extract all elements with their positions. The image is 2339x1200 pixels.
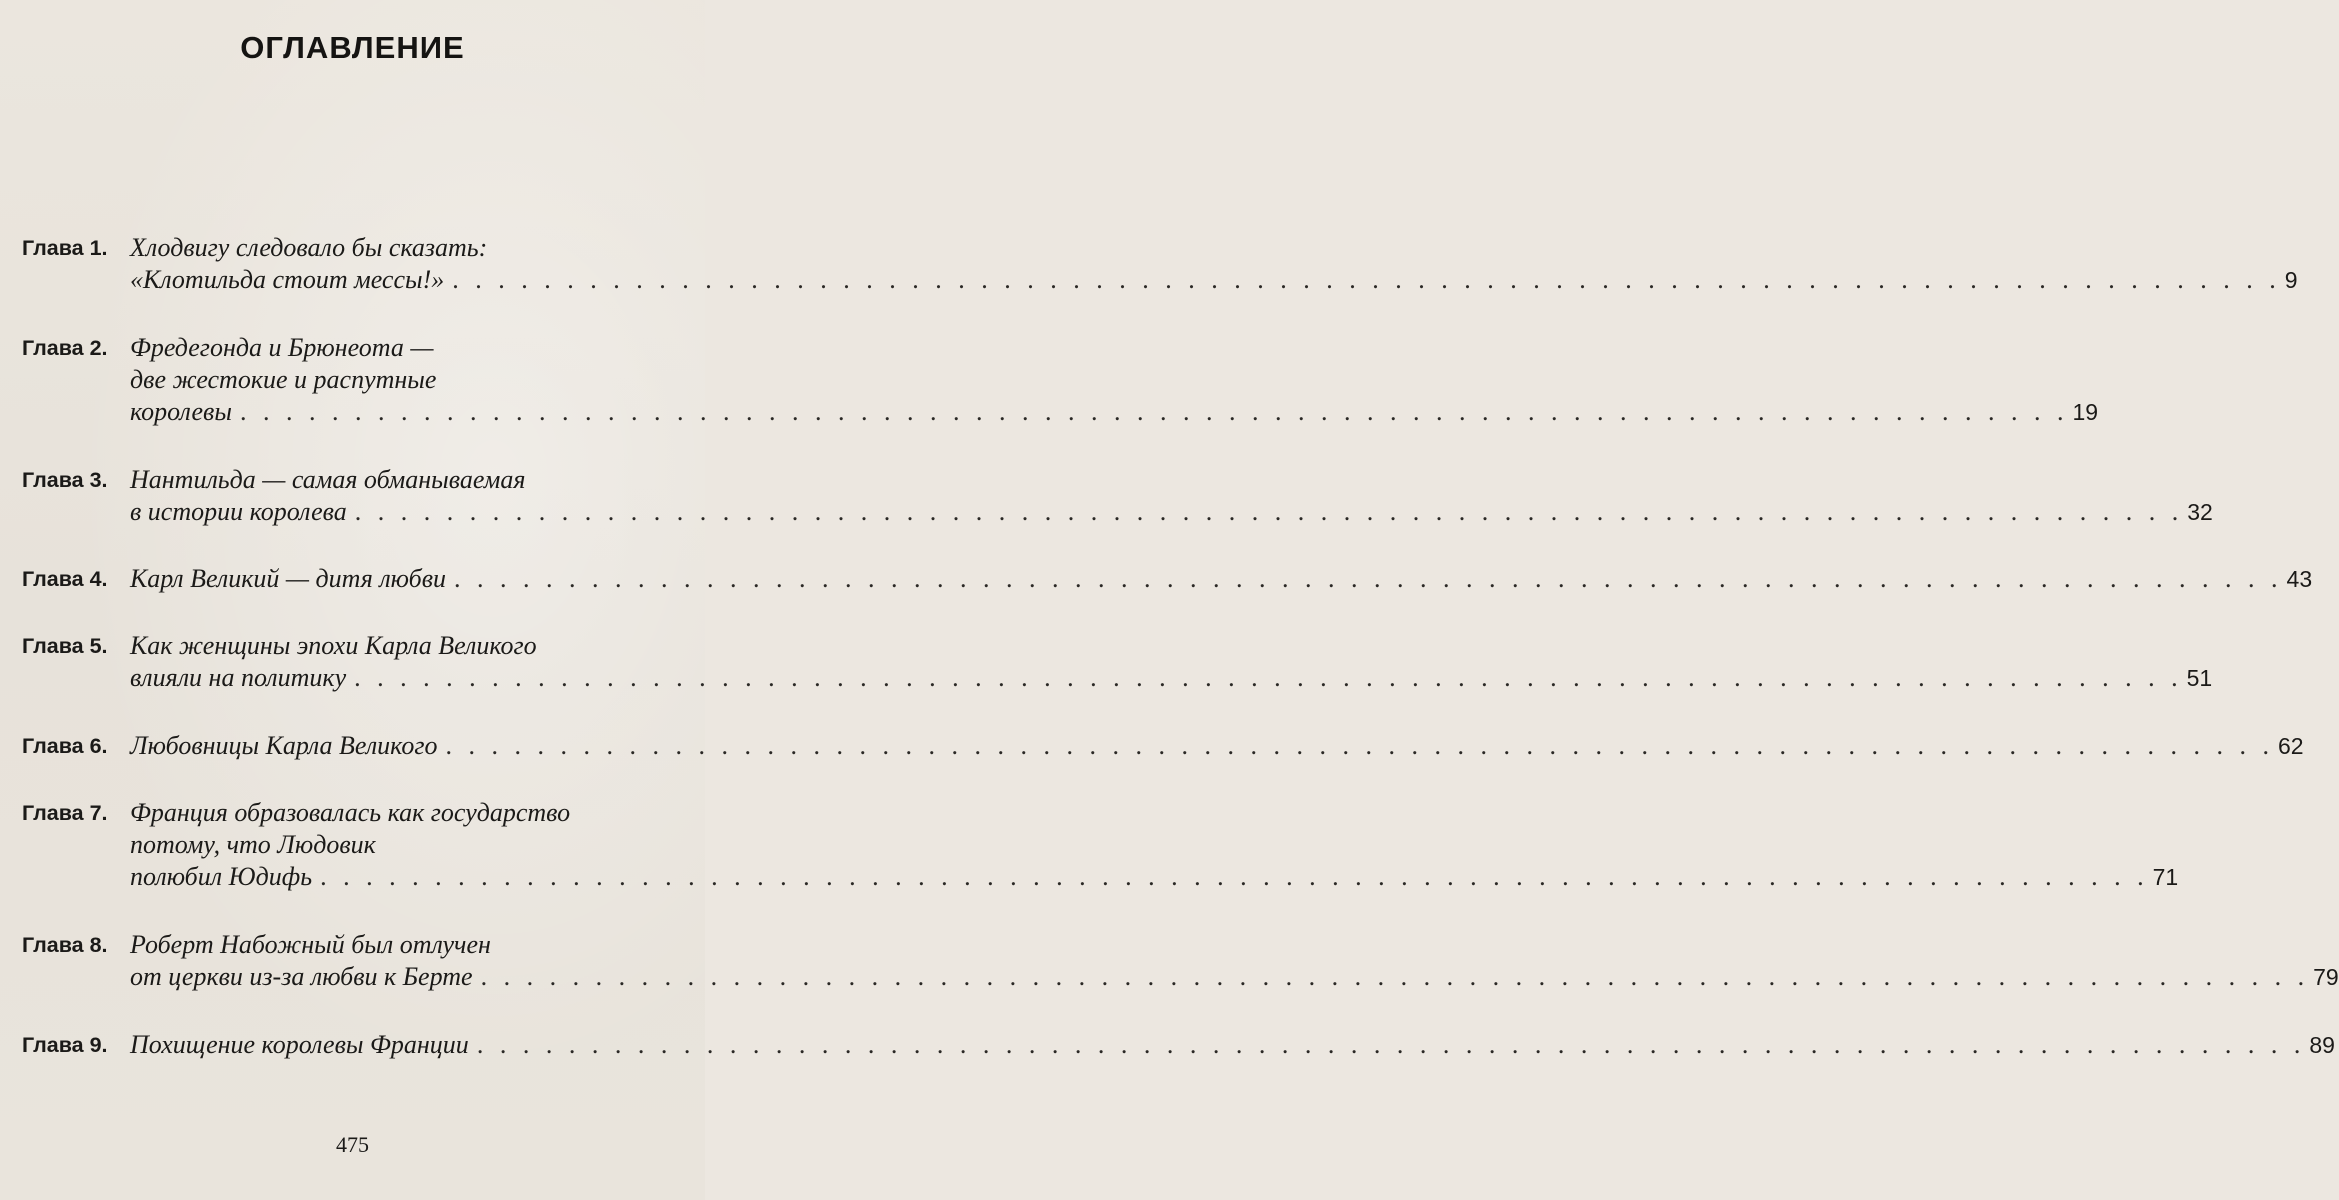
chapter-title [130, 797, 2178, 893]
chapter-title-last-line [130, 961, 2339, 993]
chapter-title-line: Фредегонда и Брюнеота — [130, 333, 434, 362]
chapter-label: Глава 5. [22, 634, 108, 658]
chapter-title-line: полюбил Юдифь [130, 862, 313, 891]
chapter-title-line: «Клотильда стоит мессы!» [130, 265, 445, 294]
dot-leader [355, 496, 2184, 528]
chapter-page-number: 62 [2277, 733, 2304, 759]
chapter-title [130, 563, 2312, 595]
chapter-page-number: 71 [2152, 864, 2179, 890]
chapter-label: Глава 4. [22, 567, 108, 591]
dot-leader [454, 563, 2283, 595]
chapter-title-line: потому, что Людовик [130, 830, 376, 859]
dot-leader [445, 730, 2274, 762]
toc-entry [22, 630, 2213, 694]
chapter-title-last-line [130, 563, 2312, 595]
chapter-page-number: 43 [2286, 566, 2313, 592]
chapter-title-last-line [130, 496, 2213, 528]
chapter-label: Глава 9. [22, 1033, 108, 1057]
chapter-title [130, 630, 2212, 694]
chapter-title-last-line [130, 396, 2098, 428]
chapter-title-line: Нантильда — самая обманываемая [130, 465, 526, 494]
chapter-title-line: две жестокие и распутные [130, 365, 437, 394]
toc-entry [22, 332, 2099, 428]
chapter-label: Глава 1. [22, 236, 108, 260]
dot-leader [354, 662, 2183, 694]
chapter-title-last-line [130, 1029, 2335, 1061]
chapter-title-line: Как женщины эпохи Карла Великого [130, 631, 537, 660]
chapter-title-line: Карл Великий — дитя любви [130, 564, 447, 593]
chapter-title-line: влияли на политику [130, 663, 347, 692]
toc-entry [22, 1029, 2335, 1061]
toc-entry [22, 929, 2339, 993]
toc-entry [22, 730, 2304, 762]
chapter-page-number: 79 [2313, 964, 2339, 990]
chapter-title-last-line [130, 730, 2304, 762]
chapter-title-line: Франция образовалась как государство [130, 798, 571, 827]
chapter-label: Глава 2. [22, 336, 108, 360]
chapter-title-last-line [130, 264, 2298, 296]
chapter-label: Глава 6. [22, 734, 108, 758]
chapter-title-line: Любовницы Карла Великого [130, 731, 438, 760]
chapter-label: Глава 8. [22, 933, 108, 957]
chapter-title-line: Роберт Набожный был отлучен [130, 930, 491, 959]
chapter-title-line: Похищение королевы Франции [130, 1030, 469, 1059]
chapter-title [130, 1029, 2335, 1061]
chapter-title-last-line [130, 662, 2212, 694]
dot-leader [452, 264, 2281, 296]
toc-heading: ОГЛАВЛЕНИЕ [240, 30, 465, 65]
toc-entry [22, 797, 2179, 893]
chapter-title [130, 332, 2098, 428]
chapter-title [130, 730, 2304, 762]
chapter-title [130, 464, 2213, 528]
dot-leader [240, 396, 2069, 428]
dot-leader [481, 961, 2310, 993]
toc-entry [22, 563, 2313, 595]
toc-entry [22, 232, 2298, 296]
chapter-page-number: 19 [2072, 399, 2099, 425]
dot-leader [477, 1029, 2306, 1061]
chapter-page-number: 9 [2284, 267, 2298, 293]
chapter-title [130, 232, 2298, 296]
page-number: 475 [336, 1132, 369, 1157]
chapter-title-line: Хлодвигу следовало бы сказать: [130, 233, 488, 262]
chapter-title-last-line [130, 861, 2178, 893]
chapter-label: Глава 7. [22, 801, 108, 825]
chapter-title-line: королевы [130, 397, 232, 426]
dot-leader [320, 861, 2149, 893]
chapter-title [130, 929, 2339, 993]
chapter-page-number: 32 [2187, 499, 2213, 525]
chapter-title-line: в истории королева [130, 497, 347, 526]
chapter-title-line: от церкви из-за любви к Берте [130, 962, 473, 991]
chapter-page-number: 89 [2309, 1032, 2335, 1058]
chapter-page-number: 51 [2186, 665, 2213, 691]
toc-entry [22, 464, 2213, 528]
chapter-label: Глава 3. [22, 468, 108, 492]
